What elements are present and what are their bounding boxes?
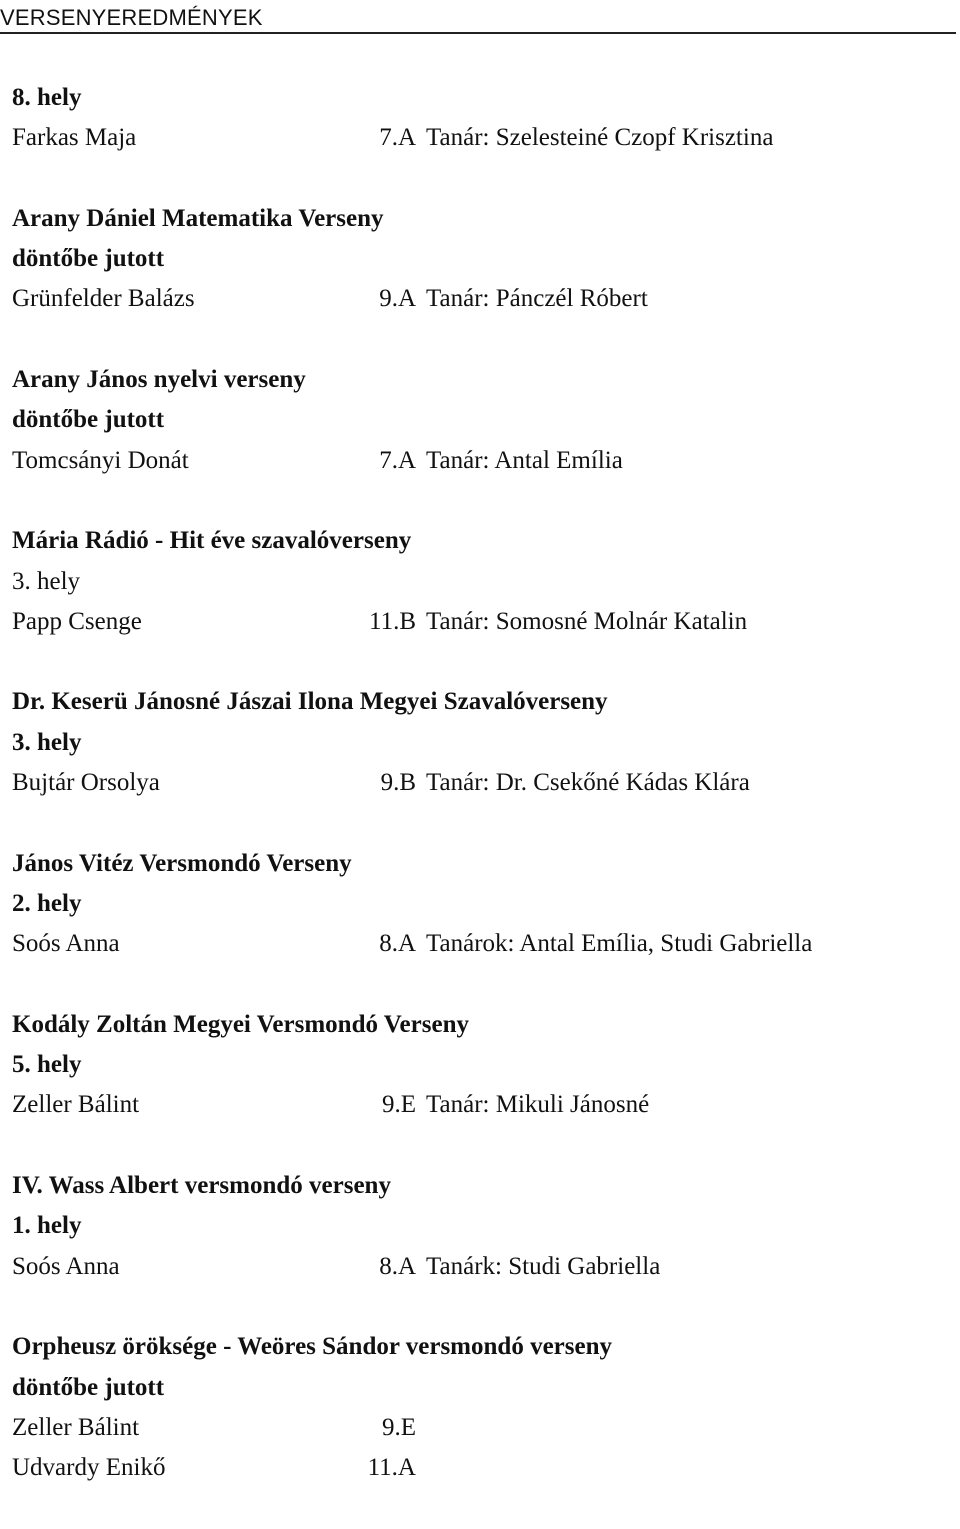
student-entry xyxy=(12,924,942,964)
placement-text: 3. hely xyxy=(12,728,82,756)
student-entry xyxy=(12,763,942,803)
student-class: 9.B xyxy=(380,769,416,797)
placement-text: 3. hely xyxy=(12,567,81,595)
teacher-name: Tanár: Mikuli Jánosné xyxy=(426,1091,650,1119)
student-entry xyxy=(12,441,942,481)
competition-title: IV. Wass Albert versmondó verseny xyxy=(12,1172,391,1200)
results-document xyxy=(12,78,942,1529)
student-name: Soós Anna xyxy=(12,1252,120,1280)
student-entry xyxy=(12,118,942,158)
competition-title: Arany János nyelvi verseny xyxy=(12,366,306,394)
result-section-3 xyxy=(12,360,942,481)
student-entry xyxy=(12,1247,942,1287)
teacher-name: Tanár: Dr. Csekőné Kádas Klára xyxy=(426,769,750,797)
result-section-5 xyxy=(12,682,942,803)
result-section-9 xyxy=(12,1327,942,1488)
student-class: 7.A xyxy=(379,446,416,474)
student-name: Bujtár Orsolya xyxy=(12,769,160,797)
result-section-4 xyxy=(12,521,942,642)
student-entry xyxy=(12,1085,942,1125)
student-name: Udvardy Enikő xyxy=(12,1454,166,1482)
result-section-2 xyxy=(12,199,942,320)
header-title: VERSENYEREDMÉNYEK xyxy=(0,5,263,30)
student-name: Zeller Bálint xyxy=(12,1413,140,1441)
student-entry xyxy=(12,279,942,319)
result-section-6 xyxy=(12,844,942,965)
teacher-name: Tanárok: Antal Emília, Studi Gabriella xyxy=(426,930,813,958)
competition-title: Kodály Zoltán Megyei Versmondó Verseny xyxy=(12,1010,469,1038)
page-header xyxy=(0,0,956,34)
competition-title: Dr. Keserü Jánosné Jászai Ilona Megyei Szavalóverseny xyxy=(12,688,608,716)
placement-text: 2. hely xyxy=(12,889,82,917)
result-section-8 xyxy=(12,1166,942,1287)
student-name: Zeller Bálint xyxy=(12,1091,140,1119)
teacher-name: Tanár: Antal Emília xyxy=(426,446,623,474)
student-class: 9.A xyxy=(379,285,416,313)
student-class: 11.B xyxy=(369,607,416,635)
student-class: 8.A xyxy=(379,1252,416,1280)
student-class: 7.A xyxy=(379,124,416,152)
competition-title: Orpheusz öröksége - Weöres Sándor versmondó verseny xyxy=(12,1333,612,1361)
teacher-name: Tanárk: Studi Gabriella xyxy=(426,1252,661,1280)
placement-text: 8. hely xyxy=(12,84,82,111)
teacher-name: Tanár: Somosné Molnár Katalin xyxy=(426,607,748,635)
student-entry xyxy=(12,1408,942,1448)
student-name: Tomcsányi Donát xyxy=(12,446,189,474)
student-name: Papp Csenge xyxy=(12,607,142,635)
student-entry xyxy=(12,1448,942,1488)
result-section-1 xyxy=(12,78,942,159)
student-class: 8.A xyxy=(379,930,416,958)
placement-text: 5. hely xyxy=(12,1051,82,1079)
competition-title: Arany Dániel Matematika Verseny xyxy=(12,204,384,232)
student-entry xyxy=(12,602,942,642)
placement-text: döntőbe jutott xyxy=(12,1373,165,1401)
student-name: Soós Anna xyxy=(12,930,120,958)
student-class: 9.E xyxy=(381,1413,416,1441)
result-section-7 xyxy=(12,1005,942,1126)
competition-title: Mária Rádió - Hit éve szavalóverseny xyxy=(12,527,412,555)
placement-text: döntőbe jutott xyxy=(12,245,165,273)
placement-text: 1. hely xyxy=(12,1212,82,1240)
teacher-name: Tanár: Pánczél Róbert xyxy=(426,285,648,313)
teacher-name: Tanár: Szelesteiné Czopf Krisztina xyxy=(426,124,774,152)
student-name: Farkas Maja xyxy=(12,124,137,152)
student-name: Grünfelder Balázs xyxy=(12,285,195,313)
competition-title: János Vitéz Versmondó Verseny xyxy=(12,849,352,877)
student-class: 11.A xyxy=(367,1454,416,1482)
placement-text: döntőbe jutott xyxy=(12,406,165,434)
student-class: 9.E xyxy=(381,1091,416,1119)
